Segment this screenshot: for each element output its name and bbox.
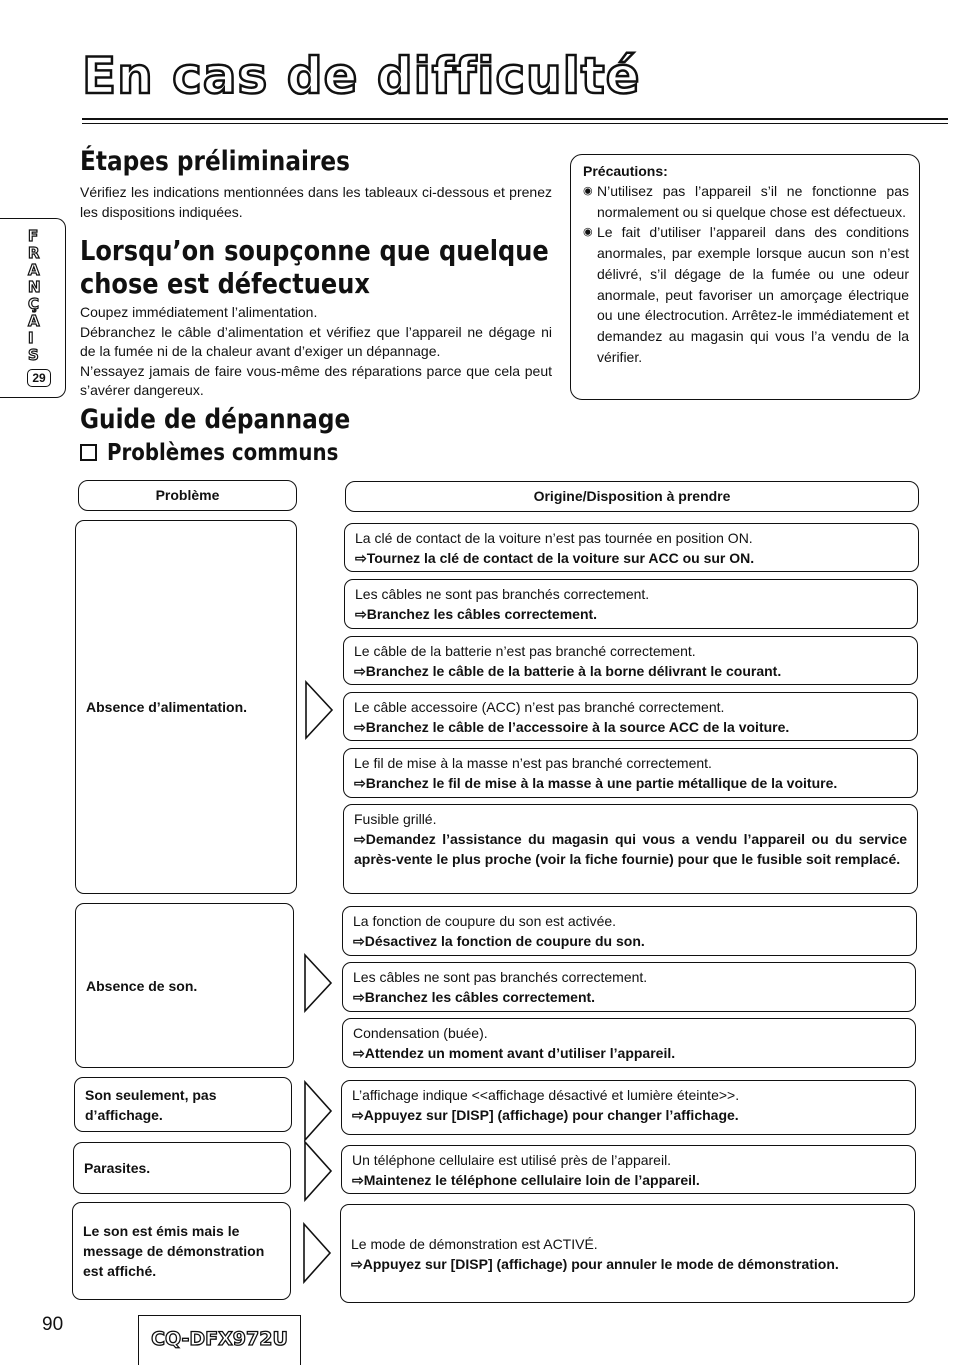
side-tab-letter: I — [28, 329, 34, 347]
column-header-solution: Origine/Disposition à prendre — [345, 481, 919, 512]
prelim-text: Vérifiez les indications mentionnées dans les tableaux ci-dessous et prenez les dispositions indiquées. — [80, 184, 552, 220]
action-text: ⇨Tournez la clé de contact de la voiture sur ACC ou sur ON. — [355, 550, 755, 566]
action-text: ⇨Branchez les câbles correctement. — [355, 606, 598, 622]
cause-box — [342, 906, 917, 956]
cause-text: Le mode de démonstration est ACTIVÉ. — [351, 1235, 598, 1252]
defect-p3: N’essayez jamais de faire vous-même des réparations parce que cela peut s’avérer dangereux. — [80, 362, 552, 398]
side-tab-letter: F — [28, 227, 39, 245]
side-tab-letter: A — [28, 312, 40, 330]
cause-text: Fusible grillé. — [354, 811, 437, 827]
side-tab-letter: N — [28, 278, 41, 296]
side-tab-letter: A — [28, 261, 40, 279]
action-text: ⇨Attendez un moment avant d’utiliser l’appareil. — [353, 1045, 676, 1061]
column-header-problem: Problème — [78, 480, 297, 511]
cause-box — [344, 523, 919, 572]
triangle-arrow-icon — [303, 1080, 333, 1142]
bullet-icon: ◉ — [583, 185, 593, 197]
action-text: ⇨Demandez l’assistance du magasin qui vous a vendu l’appareil ou du service après-vente le plus proche (voir la fiche fournie) pour que le fusible soit remplacé. — [354, 831, 907, 867]
cause-text: La fonction de coupure du son est activée. — [353, 913, 617, 929]
cause-text: Le câble accessoire (ACC) n’est pas branché correctement. — [354, 699, 725, 715]
cause-box — [342, 962, 916, 1012]
heading-common-problems: Problèmes communs — [107, 440, 339, 466]
action-text: ⇨Maintenez le téléphone cellulaire loin de l’appareil. — [352, 1172, 700, 1188]
heading-defect: Lorsqu’on soupçonne que quelque chose est défectueux — [80, 234, 549, 300]
action-text: ⇨Branchez les câbles correctement. — [353, 989, 596, 1005]
section-page-badge: 29 — [27, 369, 51, 387]
cause-box — [341, 1145, 916, 1194]
cause-box — [343, 804, 918, 894]
page-number: 90 — [42, 1314, 64, 1335]
side-tab-letter: Ç — [28, 295, 40, 313]
bullet-icon: ◉ — [583, 226, 593, 239]
problem-box: Absence d’alimentation. — [75, 520, 297, 894]
problem-box: Son seulement, pas d’affichage. — [74, 1077, 292, 1132]
heading-prelim: Étapes préliminaires — [80, 146, 350, 177]
action-text: ⇨Branchez le câble de la batterie à la borne délivrant le courant. — [354, 663, 782, 679]
problem-box: Le son est émis mais le message de démonstration est affiché. — [72, 1202, 291, 1300]
triangle-arrow-icon — [302, 1222, 332, 1284]
cause-box — [343, 692, 918, 741]
action-text: ⇨Branchez le câble de l’accessoire à la source ACC de la voiture. — [354, 719, 790, 735]
action-text: ⇨Branchez le fil de mise à la masse à une partie métallique de la voiture. — [354, 775, 838, 791]
heading-guide: Guide de dépannage — [80, 404, 351, 435]
side-tab-letter: S — [28, 346, 39, 364]
cause-text: Condensation (buée). — [353, 1025, 488, 1041]
page-title: En cas de difficulté — [82, 47, 641, 105]
cause-box — [343, 636, 918, 685]
side-tab-letter: R — [28, 244, 40, 262]
model-badge: CQ-DFX972U — [138, 1315, 301, 1365]
precautions-box — [570, 154, 920, 400]
title-rule — [82, 118, 948, 120]
cause-text: Un téléphone cellulaire est utilisé près de l’appareil. — [352, 1152, 672, 1168]
problem-box: Absence de son. — [75, 903, 294, 1068]
triangle-arrow-icon — [304, 680, 334, 740]
cause-box — [344, 579, 918, 629]
precaution-item: ◉ N’utilisez pas l’appareil s’il ne fonctionne pas normalement ou si quelque chose est défectueux. — [583, 183, 909, 220]
cause-box — [343, 748, 918, 798]
triangle-arrow-icon — [303, 953, 333, 1013]
cause-text: La clé de contact de la voiture n’est pas tournée en position ON. — [355, 530, 753, 546]
precautions-title: Précautions: — [583, 163, 668, 179]
cause-text: L’affichage indique <<affichage désactivé et lumière éteinte>>. — [352, 1087, 740, 1103]
problem-box: Parasites. — [73, 1142, 291, 1194]
cause-text: Le fil de mise à la masse n’est pas branché correctement. — [354, 755, 712, 771]
defect-p2: Débranchez le câble d’alimentation et vérifiez que l’appareil ne dégage ni de la fumée ni de la chaleur avant d’exiger un dépannage. — [80, 323, 552, 359]
action-text: ⇨Appuyez sur [DISP] (affichage) pour annuler le mode de démonstration. — [351, 1255, 839, 1272]
cause-box — [342, 1018, 916, 1068]
cause-text: Les câbles ne sont pas branchés correctement. — [355, 586, 650, 602]
action-text: ⇨Désactivez la fonction de coupure du son. — [353, 933, 645, 949]
checkbox-square-icon — [80, 444, 97, 461]
cause-text: Les câbles ne sont pas branchés correctement. — [353, 969, 648, 985]
title-rule-thin — [82, 123, 948, 124]
action-text: ⇨Appuyez sur [DISP] (affichage) pour changer l’affichage. — [352, 1107, 739, 1123]
triangle-arrow-icon — [303, 1140, 333, 1202]
defect-p1: Coupez immédiatement l’alimentation. — [80, 304, 318, 320]
precaution-item: ◉ Le fait d’utiliser l’appareil dans des conditions anormales, par exemple lorsque aucun son n’est délivré, s’il dégage de la fumée ou une odeur anormale, peut favoriser un amorçage électrique ou une électrocution. Arrêtez-le immédiatement et demandez au magasin qui vous l’a vendu de la vérifier. — [583, 224, 909, 365]
cause-box — [340, 1204, 915, 1303]
cause-text: Le câble de la batterie n’est pas branché correctement. — [354, 643, 696, 659]
cause-box — [341, 1080, 916, 1135]
defect-text — [80, 303, 552, 401]
